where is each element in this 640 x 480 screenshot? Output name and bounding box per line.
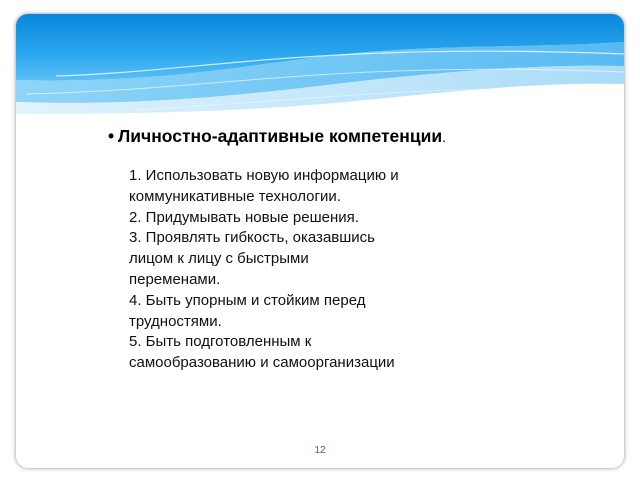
slide [16, 14, 624, 468]
list-line: коммуникативные технологии. [129, 187, 341, 205]
list-line: 1. Использовать новую информацию и [129, 167, 399, 184]
list-line: 5. Быть подготовленным к [129, 333, 312, 351]
list-line: трудностями. [129, 312, 222, 330]
slide-title-suffix: . [442, 129, 446, 145]
slide-title [108, 126, 608, 147]
page-number: 12 [314, 445, 326, 456]
list-line: 3. Проявлять гибкость, оказавшись [129, 229, 375, 247]
list-line: лицом к лицу с быстрыми [129, 250, 309, 268]
slide-title-text: Личностно-адаптивные компетенции [118, 126, 443, 146]
list-line: самообразованию и самоорганизации [129, 354, 395, 372]
list-line: 4. Быть упорным и стойким перед [129, 291, 366, 309]
list-line: переменами. [129, 270, 221, 288]
bullet-marker: • [108, 126, 115, 146]
list-line: 2. Придумывать новые решения. [129, 208, 359, 226]
wave-banner [16, 14, 624, 114]
competency-list [129, 166, 489, 374]
